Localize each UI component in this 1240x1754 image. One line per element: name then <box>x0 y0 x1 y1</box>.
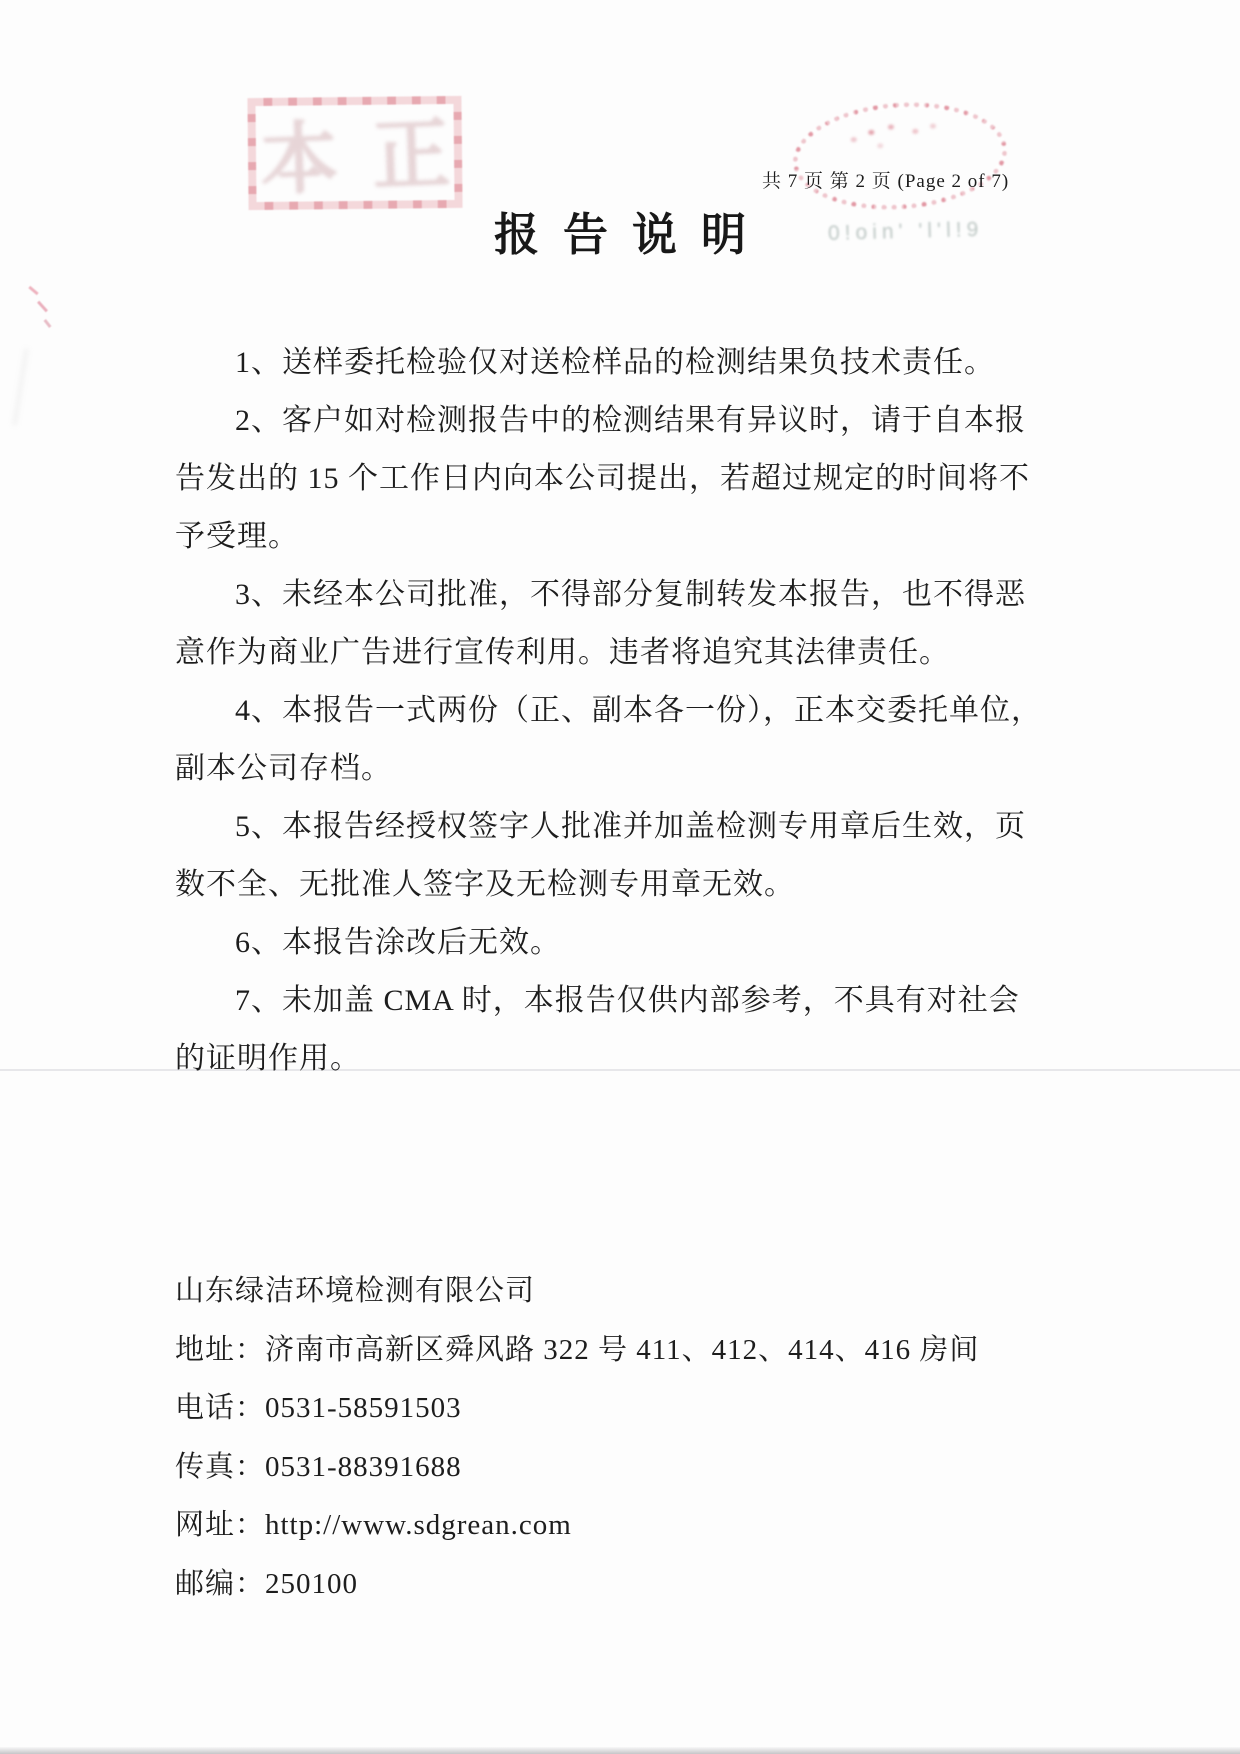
note-line: 1、送样委托检验仅对送检样品的检测结果负技术责任。 <box>235 346 995 379</box>
footer-line: 山东绿洁环境检测有限公司 <box>175 1275 536 1307</box>
note-line: 5、本报告经授权签字人批准并加盖检测专用章后生效，页 <box>235 810 1026 843</box>
footer-line: 地址：济南市高新区舜风路 322 号 411、412、414、416 房间 <box>175 1333 980 1366</box>
note-line: 予受理。 <box>175 520 299 553</box>
footer-line: 网址：http://www.sdgrean.com <box>175 1509 572 1541</box>
scan-smudge <box>44 319 52 328</box>
original-copy-stamp <box>247 96 486 210</box>
note-line: 3、未经本公司批准，不得部分复制转发本报告，也不得恶 <box>235 578 1026 611</box>
stamp-ghost-text: 0!oin' 'l'l!9 <box>827 217 984 246</box>
note-line: 4、本报告一式两份（正、副本各一份），正本交委托单位， <box>235 694 1042 727</box>
footer-line: 电话：0531-58591503 <box>175 1392 462 1424</box>
scan-smudge <box>12 348 29 426</box>
note-line: 6、本报告涂改后无效。 <box>235 926 561 959</box>
scan-smudge <box>28 286 38 295</box>
note-line: 意作为商业广告进行宣传利用。违者将追究其法律责任。 <box>175 636 950 669</box>
scan-smudge <box>37 301 48 313</box>
scan-bottom-edge <box>0 1747 1240 1754</box>
footer-info <box>175 1262 1135 1613</box>
note-line: 副本公司存档。 <box>175 752 392 785</box>
note-line: 的证明作用。 <box>175 1042 361 1075</box>
page-title: 报告说明 <box>493 210 770 260</box>
company-oval-stamp <box>790 96 1011 217</box>
report-notes <box>175 334 1080 1088</box>
note-line: 7、未加盖 CMA 时，本报告仅供内部参考，不具有对社会 <box>235 984 1020 1017</box>
footer-line: 邮编：250100 <box>175 1567 359 1600</box>
stamp-ink-speckles <box>868 130 874 135</box>
footer-line: 传真：0531-88391688 <box>175 1450 462 1483</box>
note-line: 数不全、无批准人签字及无检测专用章无效。 <box>175 868 795 901</box>
note-line: 2、客户如对检测报告中的检测结果有异议时，请于自本报 <box>235 404 1026 437</box>
page-indicator: 共 7 页 第 2 页 (Page 2 of 7) <box>762 171 1010 192</box>
note-line: 告发出的 15 个工作日内向本公司提出，若超过规定的时间将不 <box>175 462 1030 495</box>
original-copy-stamp-text: 本正 <box>258 109 486 205</box>
